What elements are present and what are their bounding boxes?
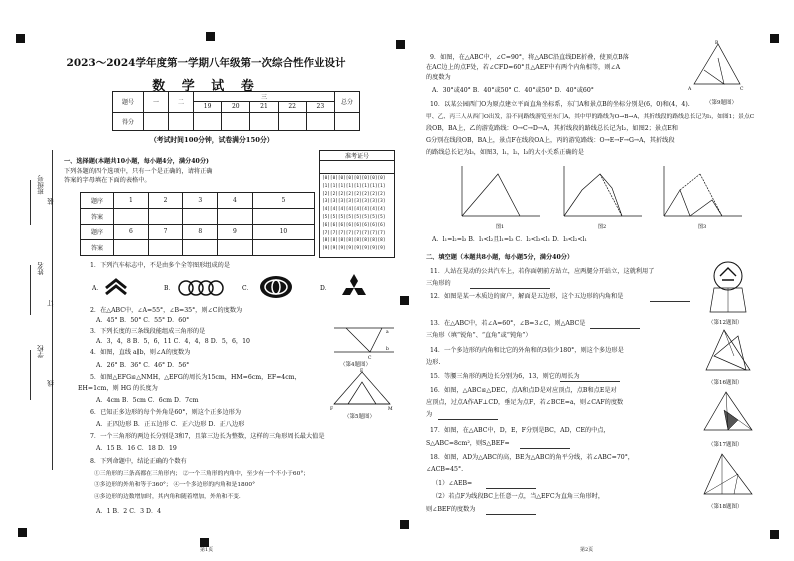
side-label-school: 学校	[37, 345, 45, 358]
graph-caption: 图2	[598, 224, 607, 230]
grid-head: 3	[183, 193, 218, 209]
q1-option: B．	[164, 285, 175, 292]
q1-option: A．	[92, 285, 103, 292]
question-4: 4．如图，直线 a∥b，则∠A的度数为	[90, 349, 191, 356]
answer-blank[interactable]	[486, 488, 536, 489]
figure-q18	[700, 450, 756, 502]
ticket-bubble-row[interactable]: [4][4][4][4][4][4][4][4]	[322, 207, 386, 213]
registration-mark	[400, 520, 409, 529]
question-15: 15．等腰三角形的两边长分别为6，13，则它的周长为	[430, 373, 580, 380]
question-5-cont: EH=1cm，则 HG 的长度为	[78, 385, 158, 392]
ticket-bubble-row[interactable]: [2][2][2][2][2][2][2][2]	[322, 191, 386, 197]
answer-cell[interactable]	[183, 240, 218, 256]
figure-q5	[328, 368, 396, 412]
q10-options: A．l₁=l₂=l₃ B．l₁<l₂且l₁=l₃ C．l₂<l₃<l₁ D．l₃<l₂<l₁	[432, 236, 587, 243]
car-logos	[92, 272, 392, 306]
toyota-logo-icon	[260, 276, 292, 298]
q7-options: A．15 B．16 C．18 D．19	[96, 445, 177, 452]
grid-head: 6	[114, 224, 149, 240]
grid-head: 答案	[81, 208, 114, 224]
caption-q17: （第17题图）	[708, 442, 743, 448]
fill-line[interactable]	[30, 265, 31, 315]
side-label-ding: 订	[47, 300, 55, 307]
caption-q9: （第9题图）	[706, 100, 737, 106]
q3-options: A．3，4，8 B．5，6，11 C．4，4，8 D．5，6，10	[96, 338, 250, 345]
registration-mark	[770, 530, 779, 539]
grid-head: 7	[148, 224, 183, 240]
score-cell: 23	[306, 102, 334, 112]
score-table	[112, 91, 360, 131]
question-10-cont: 的路线总长记为l₃，如图3，l₁，l₂，l₃的大小关系正确的是	[426, 149, 584, 156]
question-14: 14．一个多边形的内角和比它的外角和的3倍少180°，则这个多边形是	[430, 347, 624, 354]
answer-blank[interactable]	[438, 419, 498, 420]
svg-text:C: C	[740, 87, 744, 92]
question-16-cont: 为	[426, 411, 433, 418]
svg-text:C: C	[368, 356, 372, 361]
question-7: 7．一个三角形的两边长分别是3和7，且第三边长为整数，这样的三角形周长最大值是	[90, 433, 325, 440]
question-18-part1: （1）∠AEB=	[432, 480, 473, 487]
fill-line[interactable]	[30, 180, 31, 225]
caption-q16: （第16题图）	[708, 380, 743, 386]
grid-head: 9	[218, 224, 253, 240]
grid-head: 8	[183, 224, 218, 240]
exam-title: 2023～2024学年度第一学期八年级第一次综合性作业设计	[66, 57, 346, 69]
ticket-write-row[interactable]	[320, 161, 394, 174]
q4-options: A．26° B．36° C．46° D．56°	[96, 362, 190, 369]
score-input[interactable]	[306, 112, 334, 131]
score-cell: 得分	[113, 112, 144, 131]
answer-blank[interactable]	[590, 328, 640, 329]
side-label-zhuang: 装	[47, 198, 55, 205]
grid-head: 2	[148, 193, 183, 209]
score-cell: 二	[169, 92, 194, 113]
exam-info: （考试时间100分钟，试卷满分150分）	[150, 136, 274, 144]
grid-head: 题序	[81, 193, 114, 209]
question-9-cont: 的度数为	[426, 74, 451, 81]
question-14-cont: 边形.	[426, 359, 441, 366]
caption-q18: （第18题图）	[708, 504, 743, 510]
svg-text:E: E	[360, 369, 364, 374]
answer-cell[interactable]	[148, 240, 183, 256]
ticket-bubble-row[interactable]: [5][5][5][5][5][5][5][5]	[322, 214, 386, 220]
question-17: 17．如图，在△ABC中，D，E，F分别是BC，AD，CE的中点，	[430, 427, 610, 434]
ticket-bubble-row[interactable]: [1][1][1][1][1][1][1][1]	[322, 183, 386, 189]
answer-cell[interactable]	[252, 208, 314, 224]
section1-instr: 下列各题的四个选项中，只有一个是正确的，请将正确	[64, 168, 213, 175]
grid-head: 4	[218, 193, 253, 209]
ticket-bubble-row[interactable]: [6][6][6][6][6][6][6][6]	[322, 222, 386, 228]
score-input[interactable]	[222, 112, 250, 131]
question-18-part2: （2）若点F为线段BC上任意一点，当△EFC为直角三角形时，	[432, 493, 605, 500]
score-cell: 三	[194, 92, 335, 102]
answer-blank[interactable]	[486, 514, 536, 515]
score-input[interactable]	[194, 112, 222, 131]
score-input[interactable]	[278, 112, 306, 131]
svg-text:B: B	[715, 41, 719, 46]
q5-options: A．4cm B．5cm C．6cm D．7cm	[96, 397, 199, 404]
question-18-cont: ∠ACB=45°.	[426, 466, 464, 473]
registration-mark	[16, 34, 25, 43]
grid-head: 1	[114, 193, 149, 209]
graph-3	[664, 166, 742, 216]
answer-blank[interactable]	[470, 288, 550, 289]
side-label-xian: 线	[47, 380, 55, 387]
ticket-bubble-row[interactable]: [3][3][3][3][3][3][3][3]	[322, 199, 386, 205]
answer-cell[interactable]	[148, 208, 183, 224]
section1-instr: 答案的字母填在下面的表格中。	[64, 177, 151, 184]
question-10: 10．以某公园西门O为原点建立平面直角坐标系，东门A和景点B的坐标分别是(6，0)和(4，4).	[430, 101, 690, 108]
ticket-bubble-row[interactable]: [9][9][9][9][9][9][9][9]	[322, 246, 386, 252]
question-16-cont: 应顶点，过点A作AF⊥CD，垂足为点F，若∠BCE=a，则∠CAF的度数	[426, 399, 624, 406]
question-10-cont: G分别在线段OB，BA上，景点F在线段OA上，丙的游览路线：O→E→F→G→A，其折线段	[426, 137, 675, 144]
mitsubishi-logo-icon	[342, 274, 366, 295]
question-11: 11．人站在晃动的公共汽车上，若你面朝前方站立，应两腿分开站立，这就利用了	[430, 268, 655, 275]
graph-1	[462, 166, 540, 216]
svg-text:A: A	[688, 87, 692, 92]
question-10-cont: 甲、乙、丙三人从西门O出发，沿不同路线游览至东门A，其中甲的路线为O→B→A，其折线段的路线总长记为l₁，如图1；景点C	[426, 114, 755, 120]
figure-q10-graphs	[452, 160, 752, 232]
score-cell: 19	[194, 102, 222, 112]
svg-text:a: a	[386, 330, 389, 335]
registration-mark	[770, 34, 779, 43]
question-9-cont: 在AC边上的点F处，若∠CFD=60°且△AEF中有两个内角相等，则∠A	[426, 64, 621, 71]
question-9: 9．如图，在△ABC中，∠C=90°，将△ABC沿直线DE折叠，使顶点B落	[430, 54, 629, 61]
audi-logo-icon	[179, 281, 223, 295]
graph-2	[564, 166, 642, 216]
section2-heading: 二、填空题（本题共8小题，每小题5分，满分40分）	[426, 254, 574, 261]
question-8: 8．下列命题中，结论正确的个数有	[90, 458, 187, 465]
question-13: 13．在△ABC中，若∠A=60°，∠B=3∠C，则△ABC是	[430, 320, 586, 327]
q6-options: A．正四边形 B．正五边形 C．正六边形 D．正八边形	[96, 421, 245, 428]
question-2: 2．在△ABC中，∠A=55°，∠B=35°，则∠C的度数为	[90, 307, 243, 314]
registration-mark	[18, 528, 27, 537]
fill-line[interactable]	[30, 350, 31, 400]
answer-cell[interactable]	[183, 208, 218, 224]
q1-option: D．	[320, 285, 331, 292]
question-11-cont: 三角形的	[426, 280, 451, 287]
grid-head: 题序	[81, 224, 114, 240]
citroen-logo-icon	[106, 280, 126, 294]
figure-q16	[700, 326, 756, 380]
score-input[interactable]	[335, 112, 360, 131]
page-footer: 第1页	[200, 547, 214, 553]
grid-head: 答案	[81, 240, 114, 256]
q8-options: A．1 B．2 C．3 D．4	[96, 508, 162, 515]
ticket-bubble-row[interactable]: [7][7][7][7][7][7][7][7]	[322, 230, 386, 236]
ticket-bubble-row[interactable]: [0][0][0][0][0][0][0][0]	[322, 176, 386, 181]
answer-grid	[80, 192, 315, 256]
ticket-bubble-row[interactable]: [8][8][8][8][8][8][8][8]	[322, 238, 386, 244]
answer-cell[interactable]	[114, 208, 149, 224]
registration-mark	[400, 296, 409, 305]
ticket-label: 准考证号	[320, 151, 394, 161]
question-18: 18．如图，AD为△ABC的高，BE为△ABC的角平分线，若∠ABC=70°，	[430, 454, 634, 461]
answer-blank[interactable]	[650, 301, 690, 302]
score-cell: 22	[278, 102, 306, 112]
q2-options: A．45° B．50° C．55° D．60°	[96, 317, 190, 324]
answer-blank[interactable]	[560, 381, 620, 382]
section1-heading: 一、选择题(本题共10小题，每小题4分，满分40分)	[64, 158, 209, 165]
q9-options: A．30°或40° B．40°或50° C．40°或50° D．40°或60°	[432, 87, 594, 94]
q8-statement: ①三角形的三条高都在三角形内； ②一个三角形的内角中，至少有一个不小于60°；	[94, 471, 310, 477]
caption-q12: （第12题图）	[708, 320, 743, 326]
svg-text:b: b	[386, 347, 389, 352]
answer-cell[interactable]	[114, 240, 149, 256]
svg-text:M: M	[388, 407, 393, 412]
question-16: 16．如图，△ABC≌△DEC，点A和点D是对应顶点，点B和点E是对	[430, 387, 617, 394]
figure-q12-window	[704, 258, 752, 316]
graph-caption: 图3	[698, 224, 707, 230]
question-6: 6．已知正多边形的每个外角是60°，则这个正多边形为	[90, 409, 242, 416]
score-input[interactable]	[250, 112, 278, 131]
q1-option: C．	[242, 285, 253, 292]
caption-q4: （第4题图）	[340, 362, 371, 368]
grid-head: 10	[252, 224, 314, 240]
side-label-class: 班级号	[37, 175, 45, 195]
score-cell: 21	[250, 102, 278, 112]
score-cell: 一	[144, 92, 169, 113]
score-cell: 总分	[335, 92, 360, 113]
score-cell: 20	[222, 102, 250, 112]
ticket-grid	[319, 150, 395, 258]
score-cell: 题号	[113, 92, 144, 113]
figure-q17	[700, 388, 756, 438]
answer-blank[interactable]	[520, 448, 570, 449]
page-footer: 第2页	[580, 547, 594, 553]
answer-cell[interactable]	[218, 208, 253, 224]
answer-cell[interactable]	[218, 240, 253, 256]
subject-title: 数 学 试 卷	[152, 79, 260, 94]
question-12: 12．如图是某一木质边的窗户，解面是五边形，这个五边形的内角和是	[430, 293, 624, 300]
ticket-bubbles[interactable]	[320, 174, 394, 254]
q8-statement: ④多边形的边数增加时，其内角和随着增加，外角和不变.	[94, 494, 241, 500]
graph-caption: 图1	[496, 224, 505, 230]
question-10-cont: 段OB，BA上，乙的游览路线：O→C→D→A，其折线段的路线总长记为l₂，如图2；景点E和	[426, 125, 678, 132]
question-1: 1．下列汽车标志中，不是由多个全等图形组成的是	[90, 262, 231, 269]
grid-head: 5	[252, 193, 314, 209]
svg-text:F: F	[330, 407, 334, 412]
q8-statement: ③多边形的外角和等于360°； ④一个多边形的内角和是1800°	[94, 482, 255, 488]
question-17-cont: S△ABC=8cm²，则S△BEF=	[426, 440, 510, 447]
question-18-part2-cont: 则∠BEF的度数为	[426, 506, 476, 513]
registration-mark	[396, 40, 405, 49]
score-input[interactable]	[144, 112, 169, 131]
caption-q5: （第5题图）	[344, 414, 375, 420]
score-input[interactable]	[169, 112, 194, 131]
question-5: 5．如图△EFG≌△NMH，△EFG的周长为15cm，HM=6cm，EF=4cm，	[90, 374, 301, 381]
figure-q9	[684, 40, 750, 98]
registration-mark	[206, 32, 215, 41]
question-3: 3．下列长度的三条线段能组成三角形的是	[90, 328, 206, 335]
question-13-cont: 三角形（填“锐角”、“直角”或“钝角”）	[426, 332, 532, 339]
answer-cell[interactable]	[252, 240, 314, 256]
side-label-name: 姓名	[37, 262, 45, 275]
